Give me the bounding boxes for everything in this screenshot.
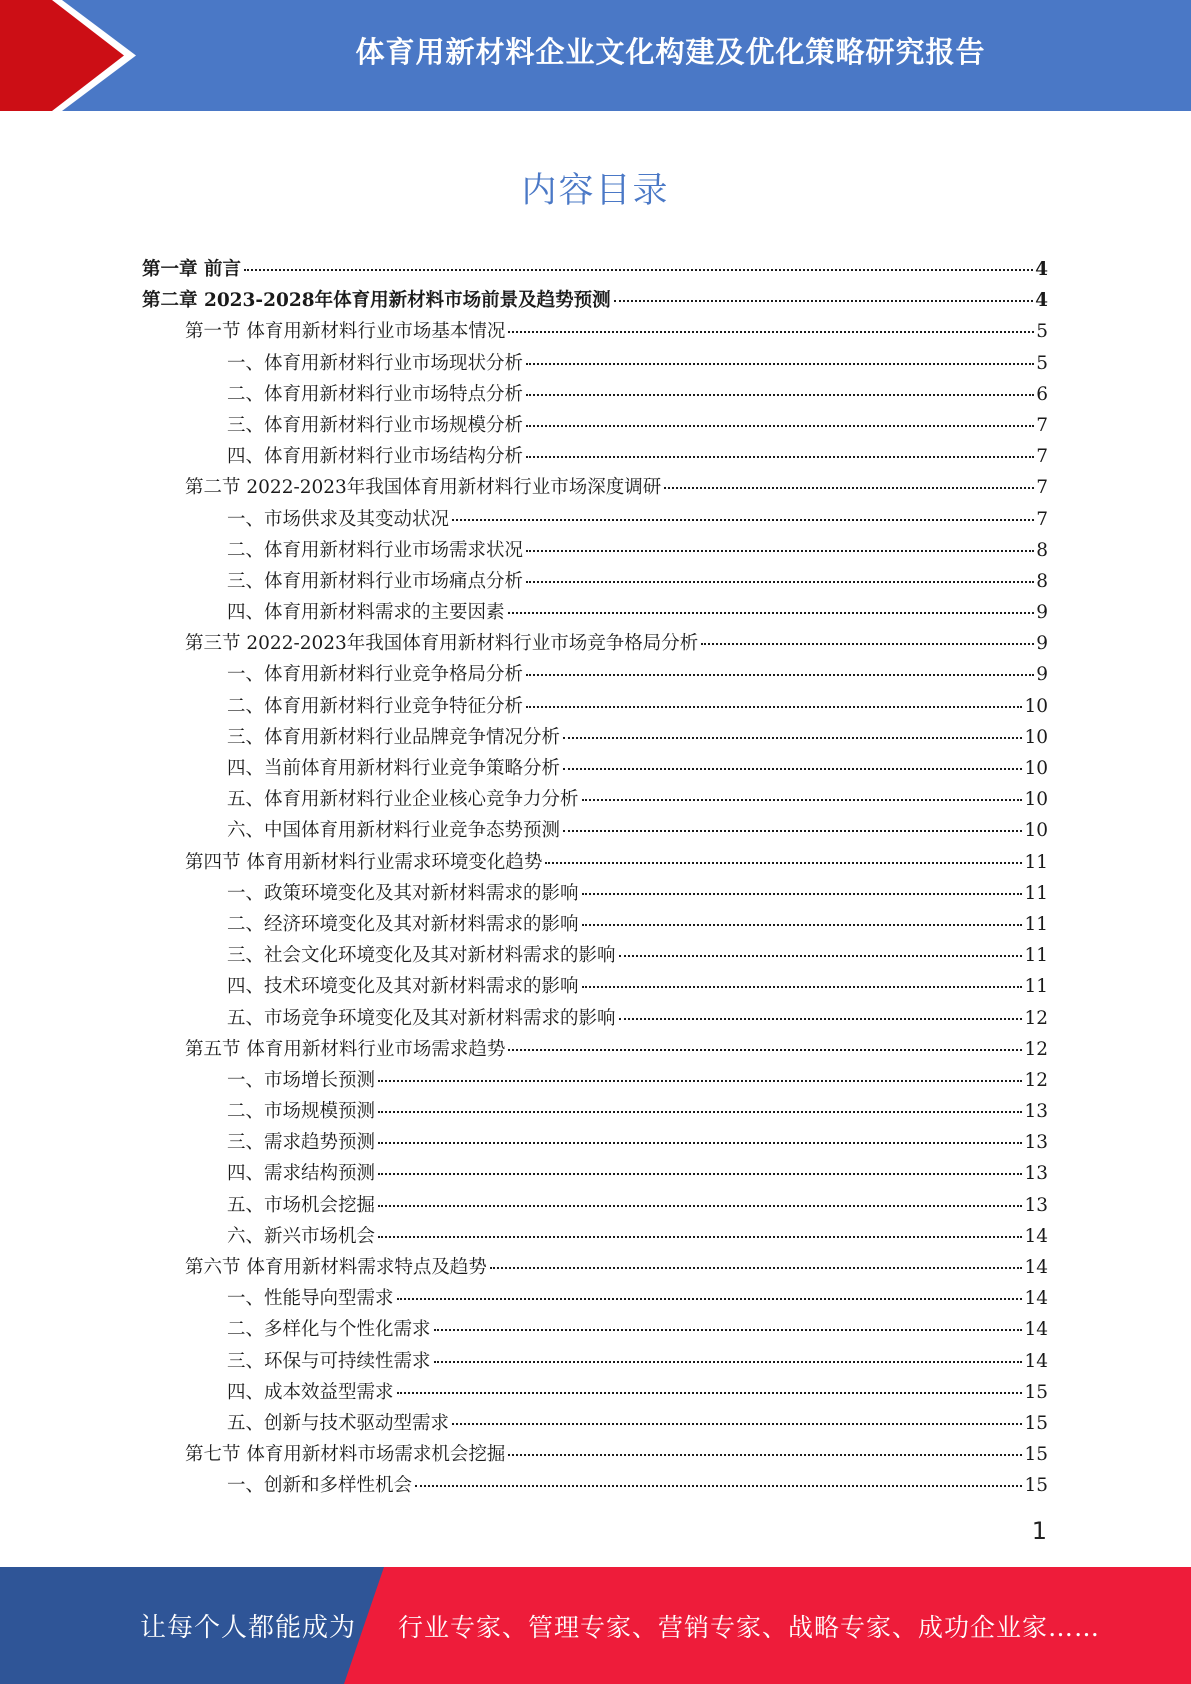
toc-dot-leader bbox=[508, 612, 1035, 614]
toc-entry-page: 14 bbox=[1024, 1288, 1048, 1310]
toc-entry-page: 9 bbox=[1036, 602, 1048, 624]
toc-entry-page: 11 bbox=[1024, 945, 1048, 967]
toc-entry-page: 15 bbox=[1024, 1444, 1048, 1466]
toc-entry[interactable] bbox=[142, 1377, 1048, 1408]
toc-dot-leader bbox=[397, 1298, 1023, 1300]
toc-dot-leader bbox=[526, 456, 1034, 458]
toc-entry[interactable] bbox=[142, 1314, 1048, 1345]
toc-entry-page: 8 bbox=[1036, 539, 1048, 561]
toc-dot-leader bbox=[378, 1205, 1022, 1207]
toc-entry-page: 15 bbox=[1024, 1381, 1048, 1403]
toc-dot-leader bbox=[563, 768, 1022, 770]
toc-title: 内容目录 bbox=[521, 171, 670, 211]
toc-entry-page: 12 bbox=[1024, 1007, 1048, 1029]
toc-entry-page: 11 bbox=[1024, 851, 1048, 873]
toc-entry-page: 15 bbox=[1024, 1475, 1048, 1497]
toc-entry-page: 13 bbox=[1024, 1132, 1048, 1154]
toc-dot-leader bbox=[526, 425, 1034, 427]
toc-entry-page: 10 bbox=[1024, 758, 1048, 779]
toc-entry[interactable] bbox=[142, 1003, 1048, 1034]
toc-entry[interactable] bbox=[142, 316, 1048, 347]
toc-entry[interactable] bbox=[142, 441, 1048, 472]
toc-entry-page: 6 bbox=[1036, 383, 1048, 405]
toc-dot-leader bbox=[434, 1329, 1023, 1331]
toc-entry[interactable] bbox=[142, 1221, 1048, 1252]
toc-entry[interactable] bbox=[142, 597, 1048, 628]
toc-entry-title: 四、当前体育用新材料行业竞争策略分析 bbox=[227, 758, 561, 779]
toc-entry-title: 四、成本效益型需求 bbox=[227, 1381, 394, 1403]
toc-entry-page: 10 bbox=[1024, 726, 1048, 748]
toc-entry-title: 一、体育用新材料行业竞争格局分析 bbox=[227, 664, 524, 686]
toc-entry-title: 第三节 2022-2023年我国体育用新材料行业市场竞争格局分析 bbox=[185, 633, 699, 655]
toc-dot-leader bbox=[614, 300, 1034, 302]
toc-dot-leader bbox=[490, 1267, 1023, 1269]
toc-entry-title: 第四节 体育用新材料行业需求环境变化趋势 bbox=[185, 851, 543, 873]
toc-entry-title: 一、政策环境变化及其对新材料需求的影响 bbox=[227, 882, 579, 904]
toc-entry-title: 三、需求趋势预测 bbox=[227, 1132, 376, 1154]
header-band bbox=[0, 0, 1191, 111]
toc-dot-leader bbox=[526, 363, 1034, 365]
toc-entry-title: 二、体育用新材料行业竞争特征分析 bbox=[227, 695, 524, 717]
footer-band bbox=[0, 1567, 1191, 1684]
toc-entry[interactable] bbox=[142, 1065, 1048, 1096]
footer-slogan-left: 让每个人都能成为 bbox=[140, 1613, 357, 1643]
toc-entry-page: 8 bbox=[1036, 570, 1048, 592]
toc-dot-leader bbox=[434, 1361, 1023, 1363]
toc-entry-title: 一、性能导向型需求 bbox=[227, 1288, 394, 1310]
toc-entry[interactable] bbox=[142, 566, 1048, 597]
toc-entry-title: 三、社会文化环境变化及其对新材料需求的影响 bbox=[227, 945, 616, 967]
toc-entry-title: 五、体育用新材料行业企业核心竞争力分析 bbox=[227, 789, 579, 811]
toc-entry-page: 9 bbox=[1036, 633, 1048, 655]
toc-entry-page: 11 bbox=[1024, 913, 1048, 935]
toc-entry-page: 14 bbox=[1024, 1257, 1048, 1278]
toc-entry-page: 13 bbox=[1024, 1163, 1048, 1185]
toc-dot-leader bbox=[508, 1049, 1022, 1051]
toc-dot-leader bbox=[378, 1080, 1022, 1082]
toc-entry-page: 14 bbox=[1024, 1350, 1048, 1372]
toc-entry-page: 10 bbox=[1024, 695, 1048, 717]
toc-dot-leader bbox=[378, 1236, 1022, 1238]
toc-entry[interactable] bbox=[142, 722, 1048, 753]
toc-entry-title: 第一节 体育用新材料行业市场基本情况 bbox=[185, 321, 506, 343]
report-title: 体育用新材料企业文化构建及优化策略研究报告 bbox=[355, 34, 986, 69]
table-of-contents bbox=[142, 254, 1048, 1502]
toc-entry[interactable] bbox=[142, 1127, 1048, 1158]
toc-entry[interactable] bbox=[142, 1283, 1048, 1314]
toc-entry-page: 7 bbox=[1036, 414, 1048, 436]
toc-entry-page: 14 bbox=[1024, 1319, 1048, 1341]
toc-dot-leader bbox=[619, 955, 1023, 957]
toc-entry-page: 15 bbox=[1024, 1412, 1048, 1434]
toc-dot-leader bbox=[452, 519, 1034, 521]
toc-entry-title: 一、市场供求及其变动状况 bbox=[227, 508, 450, 530]
toc-entry[interactable] bbox=[142, 909, 1048, 940]
toc-entry-page: 13 bbox=[1024, 1101, 1048, 1123]
toc-dot-leader bbox=[378, 1173, 1022, 1175]
toc-entry[interactable] bbox=[142, 379, 1048, 410]
toc-entry-title: 二、市场规模预测 bbox=[227, 1101, 376, 1123]
toc-entry-title: 第二章 2023-2028年体育用新材料市场前景及趋势预测 bbox=[142, 290, 611, 312]
toc-dot-leader bbox=[582, 799, 1023, 801]
toc-dot-leader bbox=[378, 1142, 1022, 1144]
toc-dot-leader bbox=[508, 1454, 1022, 1456]
toc-dot-leader bbox=[545, 862, 1022, 864]
toc-entry[interactable] bbox=[142, 1408, 1048, 1439]
toc-dot-leader bbox=[582, 893, 1023, 895]
toc-entry-title: 第二节 2022-2023年我国体育用新材料行业市场深度调研 bbox=[185, 477, 662, 499]
toc-entry[interactable] bbox=[142, 1190, 1048, 1221]
toc-dot-leader bbox=[563, 830, 1022, 832]
toc-entry-title: 五、创新与技术驱动型需求 bbox=[227, 1412, 450, 1434]
toc-entry-page: 5 bbox=[1036, 352, 1048, 374]
toc-entry[interactable] bbox=[142, 1096, 1048, 1127]
toc-dot-leader bbox=[508, 331, 1034, 333]
toc-dot-leader bbox=[582, 924, 1023, 926]
toc-entry-page: 9 bbox=[1036, 664, 1048, 686]
toc-entry-title: 六、新兴市场机会 bbox=[227, 1225, 376, 1247]
toc-entry-page: 10 bbox=[1024, 789, 1048, 811]
toc-entry-title: 一、创新和多样性机会 bbox=[227, 1475, 413, 1497]
toc-entry-page: 12 bbox=[1024, 1038, 1048, 1060]
toc-dot-leader bbox=[397, 1392, 1023, 1394]
toc-entry[interactable] bbox=[142, 940, 1048, 971]
toc-entry-title: 三、体育用新材料行业市场规模分析 bbox=[227, 414, 524, 436]
toc-entry-title: 三、体育用新材料行业市场痛点分析 bbox=[227, 570, 524, 592]
toc-dot-leader bbox=[582, 986, 1023, 988]
toc-entry[interactable] bbox=[142, 1439, 1048, 1470]
toc-entry[interactable] bbox=[142, 285, 1048, 316]
toc-entry-page: 11 bbox=[1024, 976, 1048, 998]
toc-entry[interactable] bbox=[142, 472, 1048, 503]
toc-entry-title: 一、市场增长预测 bbox=[227, 1069, 376, 1091]
toc-entry-page: 14 bbox=[1024, 1225, 1048, 1247]
toc-dot-leader bbox=[701, 643, 1034, 645]
toc-dot-leader bbox=[664, 487, 1034, 489]
toc-entry-title: 三、环保与可持续性需求 bbox=[227, 1350, 431, 1372]
toc-entry-title: 四、体育用新材料行业市场结构分析 bbox=[227, 446, 524, 468]
toc-dot-leader bbox=[378, 1111, 1022, 1113]
toc-entry[interactable] bbox=[142, 784, 1048, 815]
toc-entry[interactable] bbox=[142, 254, 1048, 285]
toc-entry-title: 第五节 体育用新材料行业市场需求趋势 bbox=[185, 1038, 506, 1060]
page-number: 1 bbox=[1031, 1517, 1047, 1545]
toc-dot-leader bbox=[619, 1018, 1023, 1020]
toc-entry-page: 12 bbox=[1024, 1069, 1048, 1091]
toc-entry[interactable] bbox=[142, 348, 1048, 379]
toc-entry-page: 7 bbox=[1036, 508, 1048, 530]
toc-dot-leader bbox=[415, 1485, 1022, 1487]
toc-entry-title: 五、市场竞争环境变化及其对新材料需求的影响 bbox=[227, 1007, 616, 1029]
toc-entry-page: 7 bbox=[1036, 446, 1048, 468]
toc-dot-leader bbox=[526, 394, 1034, 396]
toc-entry-title: 四、需求结构预测 bbox=[227, 1163, 376, 1185]
toc-dot-leader bbox=[526, 706, 1022, 708]
toc-entry-title: 五、市场机会挖掘 bbox=[227, 1194, 376, 1216]
toc-entry-page: 7 bbox=[1036, 477, 1048, 499]
toc-dot-leader bbox=[452, 1423, 1022, 1425]
toc-entry-title: 四、体育用新材料需求的主要因素 bbox=[227, 602, 505, 624]
toc-entry[interactable] bbox=[142, 971, 1048, 1002]
toc-entry-page: 5 bbox=[1036, 321, 1048, 343]
toc-entry[interactable] bbox=[142, 691, 1048, 722]
toc-entry-page: 4 bbox=[1035, 290, 1048, 312]
toc-entry[interactable] bbox=[142, 1034, 1048, 1065]
toc-entry[interactable] bbox=[142, 659, 1048, 690]
toc-entry[interactable] bbox=[142, 753, 1048, 784]
toc-entry-title: 第一章 前言 bbox=[142, 259, 241, 280]
toc-entry[interactable] bbox=[142, 504, 1048, 535]
toc-entry[interactable] bbox=[142, 1470, 1048, 1501]
toc-entry[interactable] bbox=[142, 1346, 1048, 1377]
toc-entry[interactable] bbox=[142, 628, 1048, 659]
toc-entry[interactable] bbox=[142, 1158, 1048, 1189]
toc-entry-title: 六、中国体育用新材料行业竞争态势预测 bbox=[227, 820, 561, 842]
toc-entry-title: 二、体育用新材料行业市场需求状况 bbox=[227, 539, 524, 561]
toc-entry-page: 11 bbox=[1024, 882, 1048, 904]
toc-dot-leader bbox=[526, 581, 1034, 583]
toc-entry-page: 4 bbox=[1035, 259, 1048, 280]
toc-dot-leader bbox=[244, 269, 1033, 271]
toc-entry-page: 10 bbox=[1024, 820, 1048, 842]
toc-entry-title: 二、多样化与个性化需求 bbox=[227, 1319, 431, 1341]
toc-entry[interactable] bbox=[142, 1252, 1048, 1283]
toc-entry-title: 三、体育用新材料行业品牌竞争情况分析 bbox=[227, 726, 561, 748]
footer-slogan-right: 行业专家、管理专家、营销专家、战略专家、成功企业家…… bbox=[398, 1612, 1101, 1642]
toc-entry-title: 一、体育用新材料行业市场现状分析 bbox=[227, 352, 524, 374]
toc-entry[interactable] bbox=[142, 847, 1048, 878]
toc-entry-title: 第六节 体育用新材料需求特点及趋势 bbox=[185, 1257, 487, 1278]
toc-entry[interactable] bbox=[142, 535, 1048, 566]
toc-entry-title: 二、经济环境变化及其对新材料需求的影响 bbox=[227, 913, 579, 935]
toc-entry[interactable] bbox=[142, 815, 1048, 846]
toc-entry[interactable] bbox=[142, 410, 1048, 441]
toc-entry-title: 四、技术环境变化及其对新材料需求的影响 bbox=[227, 976, 579, 998]
toc-dot-leader bbox=[526, 674, 1034, 676]
toc-entry-page: 13 bbox=[1024, 1194, 1048, 1216]
toc-dot-leader bbox=[526, 550, 1034, 552]
toc-entry-title: 第七节 体育用新材料市场需求机会挖掘 bbox=[185, 1444, 506, 1466]
toc-entry[interactable] bbox=[142, 878, 1048, 909]
toc-entry-title: 二、体育用新材料行业市场特点分析 bbox=[227, 383, 524, 405]
toc-dot-leader bbox=[563, 737, 1022, 739]
